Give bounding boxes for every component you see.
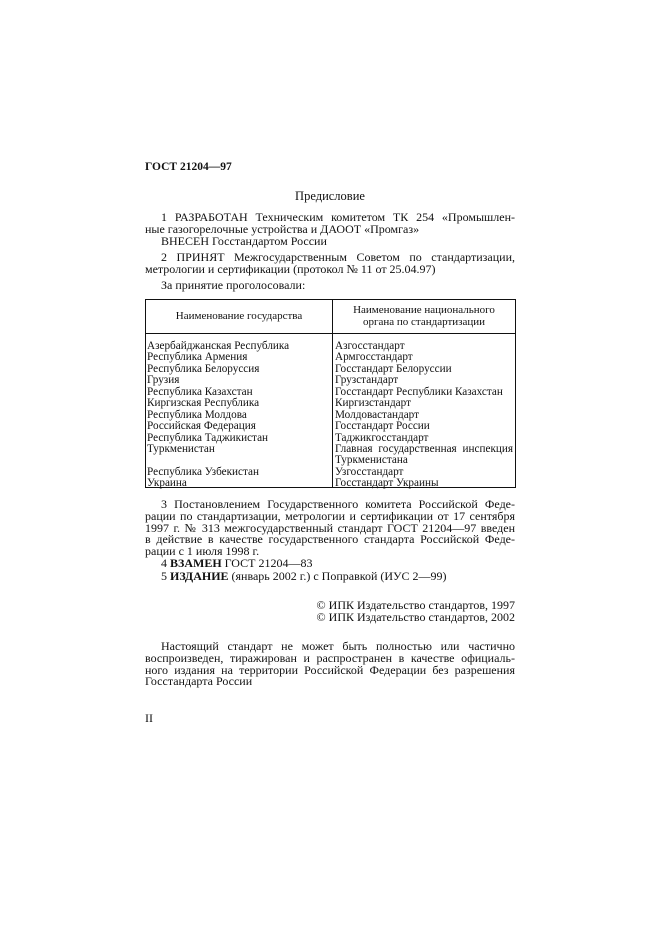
c1-line: Республика Таджикистан — [147, 431, 269, 444]
voted-label: За принятие проголосовали: — [161, 277, 306, 292]
c2-line: Госстандарт Республики Казахстан — [335, 385, 503, 398]
table-header — [146, 300, 515, 334]
c1-line: Республика Молдова — [147, 408, 247, 421]
states-column — [147, 341, 289, 490]
col2-header-line: органа по стандартизации — [362, 316, 486, 328]
notice-paragraph — [145, 641, 515, 688]
p3-line: рации по стандартизации, метрологии и сертификации от 17 сентября — [145, 508, 515, 523]
notice-line: воспроизведен, тиражирован и распространен в качестве официаль- — [145, 650, 515, 665]
paragraph-1 — [145, 212, 515, 247]
p2-line-1: 2 ПРИНЯТ Межгосударственным Советом по стандартизации, — [161, 250, 516, 264]
paragraph-4-5 — [145, 558, 515, 583]
c2-line: Туркменистана — [335, 454, 408, 467]
c1-line: Украина — [147, 477, 187, 490]
c2-line: Госстандарт Украины — [335, 477, 439, 490]
c2-line: Таджикгосстандарт — [335, 431, 429, 444]
p3-line: 1997 г. № 313 межгосударственный стандарт ГОСТ 21204—97 введен — [145, 520, 515, 535]
notice-line: Настоящий стандарт не может быть полностью или частично — [161, 639, 515, 653]
col1-header: Наименование государства — [175, 310, 303, 322]
c1-line: Республика Казахстан — [147, 385, 253, 398]
c2-line: Киргизстандарт — [335, 397, 411, 410]
c1-line: Республика Узбекистан — [147, 465, 259, 478]
copyright-block — [145, 600, 515, 624]
paragraph-3 — [145, 499, 515, 558]
c2-line: Узгосстандарт — [335, 465, 404, 478]
p1-line-3: ВНЕСЕН Госстандартом России — [161, 233, 327, 248]
p2-line-2: метрологии и сертификации (протокол № 11 от 25.04.97) — [145, 261, 436, 276]
c2-line: Азгосстандарт — [335, 340, 405, 352]
document-header: ГОСТ 21204—97 — [145, 161, 232, 173]
c1-line: Туркменистан — [147, 442, 215, 455]
c1-line: Республика Белоруссия — [147, 362, 260, 375]
c1-line: Азербайджанская Республика — [147, 340, 290, 352]
p4-line: 4 ВЗАМЕН ГОСТ 21204—83 — [161, 556, 313, 570]
p1-line-2: ные газогорелочные устройства и ДАООТ «Промгаз» — [145, 221, 420, 236]
c1-line: Грузия — [147, 374, 180, 387]
paragraph-2 — [145, 252, 515, 291]
copyright-1997: © ИПК Издательство стандартов, 1997 — [316, 598, 515, 612]
p5-line: 5 ИЗДАНИЕ (январь 2002 г.) с Поправкой (ИУС 2—99) — [161, 568, 447, 583]
p1-line-1: 1 РАЗРАБОТАН Техническим комитетом ТК 254 «Промышлен- — [161, 210, 515, 224]
c2-line: Грузстандарт — [335, 374, 399, 387]
page-number: II — [145, 711, 153, 725]
c2-line: Молдовастандарт — [335, 408, 420, 421]
notice-line: ного издания на территории Российской Федерации без разрешения — [145, 662, 515, 677]
c2-line: Госстандарт России — [335, 420, 430, 433]
column-divider — [332, 300, 333, 487]
c1-line: Киргизская Республика — [147, 397, 260, 410]
c1-line: Республика Армения — [147, 351, 248, 364]
c2-line: Главная государственная инспекция — [335, 442, 513, 455]
section-title: Предисловие — [295, 189, 365, 203]
copyright-2002: © ИПК Издательство стандартов, 2002 — [316, 609, 515, 624]
bodies-column — [335, 341, 513, 490]
p3-line: рации с 1 июля 1998 г. — [145, 544, 260, 559]
c1-line: Российская Федерация — [147, 420, 256, 433]
p3-line: в действие в качестве государственного стандарта Российской Феде- — [145, 532, 515, 547]
c2-line: Госстандарт Белоруссии — [335, 362, 452, 375]
notice-line: Госстандарта России — [145, 674, 253, 689]
col2-header — [333, 304, 515, 328]
voting-table — [145, 299, 516, 488]
p3-line: 3 Постановлением Государственного комитета Российской Феде- — [161, 497, 515, 511]
c2-line: Армгосстандарт — [335, 351, 413, 364]
col2-header-line: Наименование национального — [353, 304, 495, 316]
